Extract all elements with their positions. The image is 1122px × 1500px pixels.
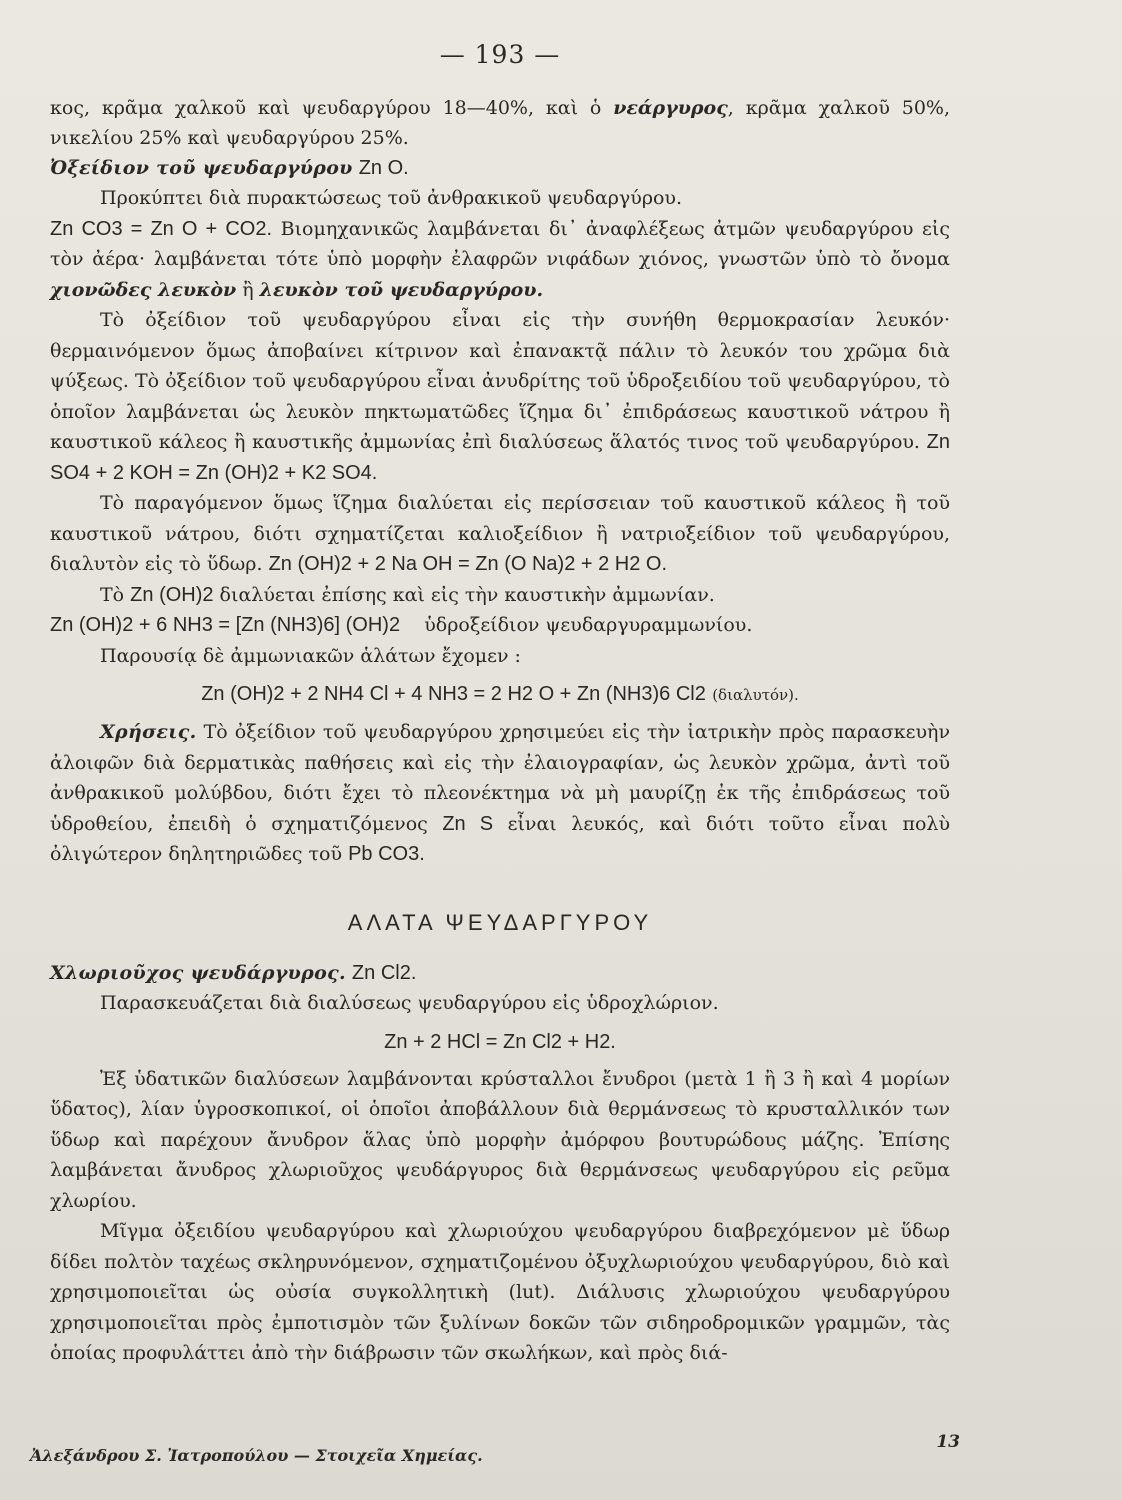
uses-text-mid: εἶναι λευκός, καὶ διότι τοῦτο εἶναι πολὺ ὀλιγώτερον δηλητηριῶδες τοῦ [50,812,950,865]
paragraph-properties [50,305,950,488]
ammonia-lead: Τὸ [100,583,125,606]
zinc-oxide-heading: Ὀξείδιον τοῦ ψευδαργύρου [50,157,353,179]
equation-ammine [50,610,950,641]
zinc-oxide-formula: Zn O. [358,157,409,179]
zinc-carbonate-equation: Zn CO3 = Zn O + CO2. [50,217,273,240]
paragraph-mixture: Μῖγμα ὀξειδίου ψευδαργύρου καὶ χλωριούχου ψευδαργύρου διαβρεχόμενον μὲ ὕδωρ δίδει πολτὸν ταχέως σκληρυνόμενον, σχηματιζομένου ὀξυχλωριούχου ψευδαργύρου, διὸ καὶ χρησιμοποιεῖται ὡς οὐσία συγκολλητικὴ (lut). Διάλυσις χλωριούχου ψευδαργύρου χρησιμοποιεῖται πρὸς ἐμποτισμὸν τῶν ξυλίνων δοκῶν τῶν σιδηροδρομικῶν γραμμῶν, τὰς ὁποίας προφυλάττει ἀπὸ τὴν διάβρωσιν τῶν σκωλήκων, καὶ πρὸς διά- [50,1220,950,1364]
alloy-term: νεάργυρος [613,97,728,119]
zinc-white-term: χιονῶδες λευκὸν [50,278,237,301]
alloy-text: κος, κρᾶμα χαλκοῦ καὶ ψευδαργύρου 18—40%, καὶ ὁ [50,97,614,119]
properties-text: Τὸ ὀξείδιον τοῦ ψευδαργύρου εἶναι εἰς τὴν συνήθη θερμοκρασίαν λευκόν· θερμαινόμενον ὅμως ἀποβαίνει κίτρινον καὶ ἐπανακτᾷ πάλιν τὸ λευκόν του χρῶμα διὰ ψύξεως. Τὸ ὀξείδιον τοῦ ψευδαργύρου εἶναι ἀνυδρίτης τοῦ ὑδροξειδίου τοῦ ψευδαργύρου, τὸ ὁποῖον λαμβάνεται ὡς λευκὸν πηκτωματῶδες ἵζημα δι᾽ ἐπιδράσεως καυστικοῦ νάτρου ἢ καυστικοῦ κάλεος ἢ καυστικῆς ἀμμωνίας ἐπὶ διαλύσεως ἅλατός τινος τοῦ ψευδαργύρου. [50,309,950,453]
zinc-chloride-formula: Zn Cl2. [351,961,417,984]
zincate-equation: Zn (OH)2 + 2 Na OH = Zn (O Na)2 + 2 H2 O. [268,553,668,575]
section-title-zinc-salts: ΑΛΑΤΑ ΨΕΥΔΑΡΓΥΡΟΥ [347,909,653,935]
sheet-number: 13 [936,1432,960,1452]
heading-zinc-chloride [50,958,950,989]
book-credit: Ἀλεξάνδρου Σ. Ἰατροπούλου — Στοιχεῖα Χημείας. [30,1446,483,1465]
lead-carbonate-formula: Pb CO3. [348,843,425,865]
ammine-equation-note: ὑδροξείδιον ψευδαργυραμμωνίου. [424,614,753,636]
equation-chloride [50,1023,950,1060]
ammonium-equation: Zn (OH)2 + 2 NH4 Cl + 4 NH3 = 2 H2 O + Zn (NH3)6 Cl2 [201,683,706,705]
zinc-chloride-heading: Χλωριοῦχος ψευδάργυρος. [50,961,346,984]
zinc-white-term-alt: λευκὸν τοῦ ψευδαργύρου. [259,278,544,301]
excess-text: Τὸ παραγόμενον ὅμως ἵζημα διαλύεται εἰς περίσσειαν τοῦ καυστικοῦ κάλεος ἢ τοῦ καυστικοῦ νάτρου, διότι σχηματίζεται καλιοξείδιον ἢ νατριοξείδιον τοῦ ψευδαργύρου, διαλυτὸν εἰς τὸ ὕδωρ. [50,492,950,575]
paragraph-crystals: Ἐξ ὑδατικῶν διαλύσεων λαμβάνονται κρύσταλλοι ἔνυδροι (μετὰ 1 ἢ 3 ἢ καὶ 4 μορίων ὕδατος), λίαν ὑγροσκοπικοί, οἱ ὁποῖοι ἀποβάλλουν διὰ θερμάνσεως τὸ κρυσταλλικόν των ὕδωρ καὶ παρέχουν ἄνυδρον ἅλας ὑπὸ μορφὴν ἀμόρφου βουτυρώδους μάζης. Ἐπίσης λαμβάνεται ἄνυδρος χλωριοῦχος ψευδάργυρος διὰ θερμάνσεως ψευδαργύρου εἰς ρεῦμα χλωρίου. [50,1067,950,1212]
paragraph-uses [50,717,950,870]
paragraph-alloys [50,93,950,153]
paragraph-industrial [50,214,950,306]
paragraph-preparation: Παρασκευάζεται διὰ διαλύσεως ψευδαργύρου εἰς ὑδροχλώριον. [100,992,719,1014]
hydroxide-equation: Zn SO4 + 2 KOH = Zn (OH)2 + K2 SO4. [50,431,950,484]
equation-ammonium [50,675,950,713]
ammonium-equation-note: (διαλυτόν). [712,686,799,704]
chloride-equation: Zn + 2 HCl = Zn Cl2 + H2. [384,1030,616,1053]
paragraph-ammonia [50,580,950,611]
page-content [50,40,950,1369]
paragraph-excess [50,488,950,580]
ammonia-text: διαλύεται ἐπίσης καὶ εἰς τὴν καυστικὴν ἀμμωνίαν. [213,583,715,606]
zinc-hydroxide-formula: Zn (OH)2 [130,583,214,606]
page-number: — 193 — [439,40,561,69]
page-footer [30,1432,960,1472]
industrial-text: Βιομηχανικῶς λαμβάνεται δι᾽ ἀναφλέξεως ἀτμῶν ψευδαργύρου εἰς τὸν ἀέρα· λαμβάνεται τότε ὑπὸ μορφὴν ἐλαφρῶν νιφάδων χιόνος, γνωστῶν ὑπὸ τὸ ὄνομα [50,217,950,270]
industrial-or: ἢ [236,278,260,301]
zinc-sulfide-formula: Zn S [442,812,494,835]
uses-heading: Χρήσεις. [100,721,197,743]
alloy-text-tail: , κρᾶμα χαλκοῦ 50%, νικελίου 25% καὶ ψευδαργύρου 25%. [50,97,951,149]
paragraph-ammonium-salts: Παρουσίᾳ δὲ ἀμμωνιακῶν ἁλάτων ἔχομεν : [100,644,521,667]
paragraph-origin: Προκύπτει διὰ πυρακτώσεως τοῦ ἀνθρακικοῦ ψευδαργύρου. [100,187,683,209]
heading-zinc-oxide [50,153,950,183]
uses-text: Τὸ ὀξείδιον τοῦ ψευδαργύρου χρησιμεύει εἰς τὴν ἰατρικὴν πρὸς παρασκευὴν ἀλοιφῶν διὰ δερματικὰς παθήσεις καὶ εἰς τὴν ἐλαιογραφίαν, ὡς λευκὸν χρῶμα, ἀντὶ τοῦ ἀνθρακικοῦ μολύβδου, διότι ἔχει τὸ πλεονέκτημα νὰ μὴ μαυρίζῃ ἐκ τῆς ἐπιδράσεως τοῦ ὑδροθείου, ἐπειδὴ ὁ σχηματιζόμενος [50,721,950,835]
ammine-equation: Zn (OH)2 + 6 NH3 = [Zn (NH3)6] (OH)2 [50,614,401,636]
